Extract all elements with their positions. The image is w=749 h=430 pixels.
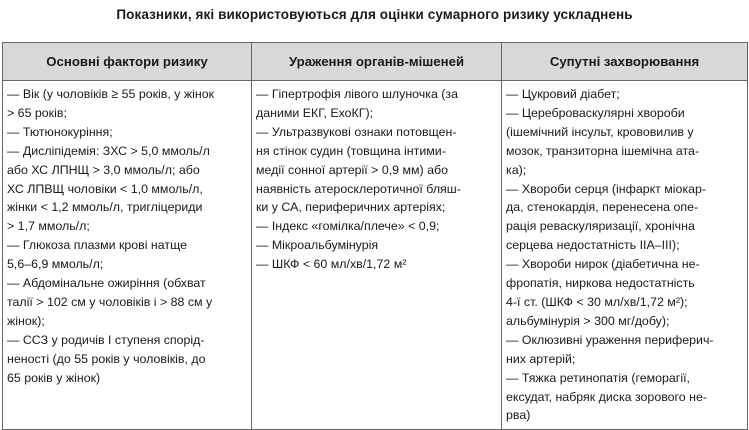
text-line: — Цереброваскулярні хвороби: [506, 105, 685, 120]
text-line: них артерій;: [506, 351, 576, 366]
text-line: — ШКФ < 60 мл/хв/1,72 м²: [256, 257, 407, 272]
text-line: рація реваскуляризації, хронічна: [506, 219, 695, 234]
text-line: > 65 років;: [7, 105, 67, 120]
text-line: ХС ЛПВЩ чоловіки < 1,0 ммоль/л,: [7, 181, 203, 196]
text-line: ки у СА, периферичних артеріях;: [256, 200, 446, 215]
header-main-risk-factors: Основні фактори ризику: [3, 43, 252, 81]
text-line: — Гіпертрофія лівого шлуночка (за: [256, 87, 458, 101]
header-comorbidities: Супутні захворювання: [502, 43, 748, 81]
text-line: ня стінок судин (товщина інтими-: [256, 143, 446, 158]
text-line: серцева недостатність ІІА–ІІІ);: [506, 238, 680, 253]
text-line: — Ультразвукові ознаки потовщен-: [256, 124, 457, 139]
text-line: — Дисліпідемія: ЗХС > 5,0 ммоль/л: [7, 143, 210, 158]
text-line: талії > 102 см у чоловіків і > 88 см у: [7, 294, 213, 309]
text-line: — Глюкоза плазми крові натще: [7, 238, 188, 253]
risk-factors-table: [2, 42, 748, 430]
text-line: — Тяжка ретинопатія (геморагії,: [506, 370, 690, 385]
text-line: — Цукровий діабет;: [506, 87, 620, 101]
text-line: жінок);: [7, 313, 45, 328]
text-line: мозок, транзиторна ішемічна ата-: [506, 143, 700, 158]
text-line: медії сонної артерії > 0,9 мм) або: [256, 162, 448, 177]
cell-target-organ-damage: [252, 81, 502, 430]
text-line: ексудат, набряк диска зорового не-: [506, 389, 707, 404]
text-line: наявність атеросклеротичної бляш-: [256, 181, 461, 196]
cell-comorbidities: [502, 81, 748, 430]
text-line: — Мікроальбумінурія: [256, 238, 379, 253]
text-line: жінки < 1,2 ммоль/л, тригліцериди: [7, 200, 203, 215]
text-line: — Хвороби серця (інфаркт міокар-: [506, 181, 707, 196]
text-line: — Вік (у чоловіків ≥ 55 років, у жінок: [7, 87, 215, 101]
text-line: — Хвороби нирок (діабетична не-: [506, 257, 700, 272]
text-line: — Абдомінальне ожиріння (обхват: [7, 276, 206, 291]
text-line: > 1,7 ммоль/л;: [7, 219, 90, 234]
text-line: 65 років у жінок): [7, 370, 101, 385]
table-title: Показники, які використовуються для оцінки сумарного ризику ускладнень: [116, 7, 633, 22]
cell-main-risk-factors: [3, 81, 252, 430]
text-line: 5,6–6,9 ммоль/л;: [7, 257, 104, 272]
table-row: [3, 81, 748, 430]
text-line: — Індекс «гомілка/плече» < 0,9;: [256, 219, 440, 234]
text-line: (ішемічний інсульт, крововилив у: [506, 124, 694, 139]
text-line: альбумінурія > 300 мг/добу);: [506, 313, 670, 328]
text-line: — Тютюнокуріння;: [7, 124, 113, 139]
text-line: — ССЗ у родичів І ступеня спорід-: [7, 332, 205, 347]
text-line: ка);: [506, 162, 527, 177]
header-target-organ-damage: Ураження органів-мішеней: [252, 43, 502, 81]
text-line: — Оклюзивні ураження периферич-: [506, 332, 714, 347]
text-line: да, стенокардія, перенесена опе-: [506, 200, 699, 215]
text-line: даними ЕКГ, ЕхоКГ);: [256, 105, 374, 120]
text-line: неності (до 55 років у чоловіків, до: [7, 351, 206, 366]
text-line: рва): [506, 408, 531, 423]
text-line: або ХС ЛПНЩ > 3,0 ммоль/л; або: [7, 162, 200, 177]
text-line: фропатія, ниркова недостатність: [506, 276, 695, 291]
table-header-row: [3, 43, 748, 81]
text-line: 4-ї ст. (ШКФ < 30 мл/хв/1,72 м²);: [506, 294, 688, 309]
